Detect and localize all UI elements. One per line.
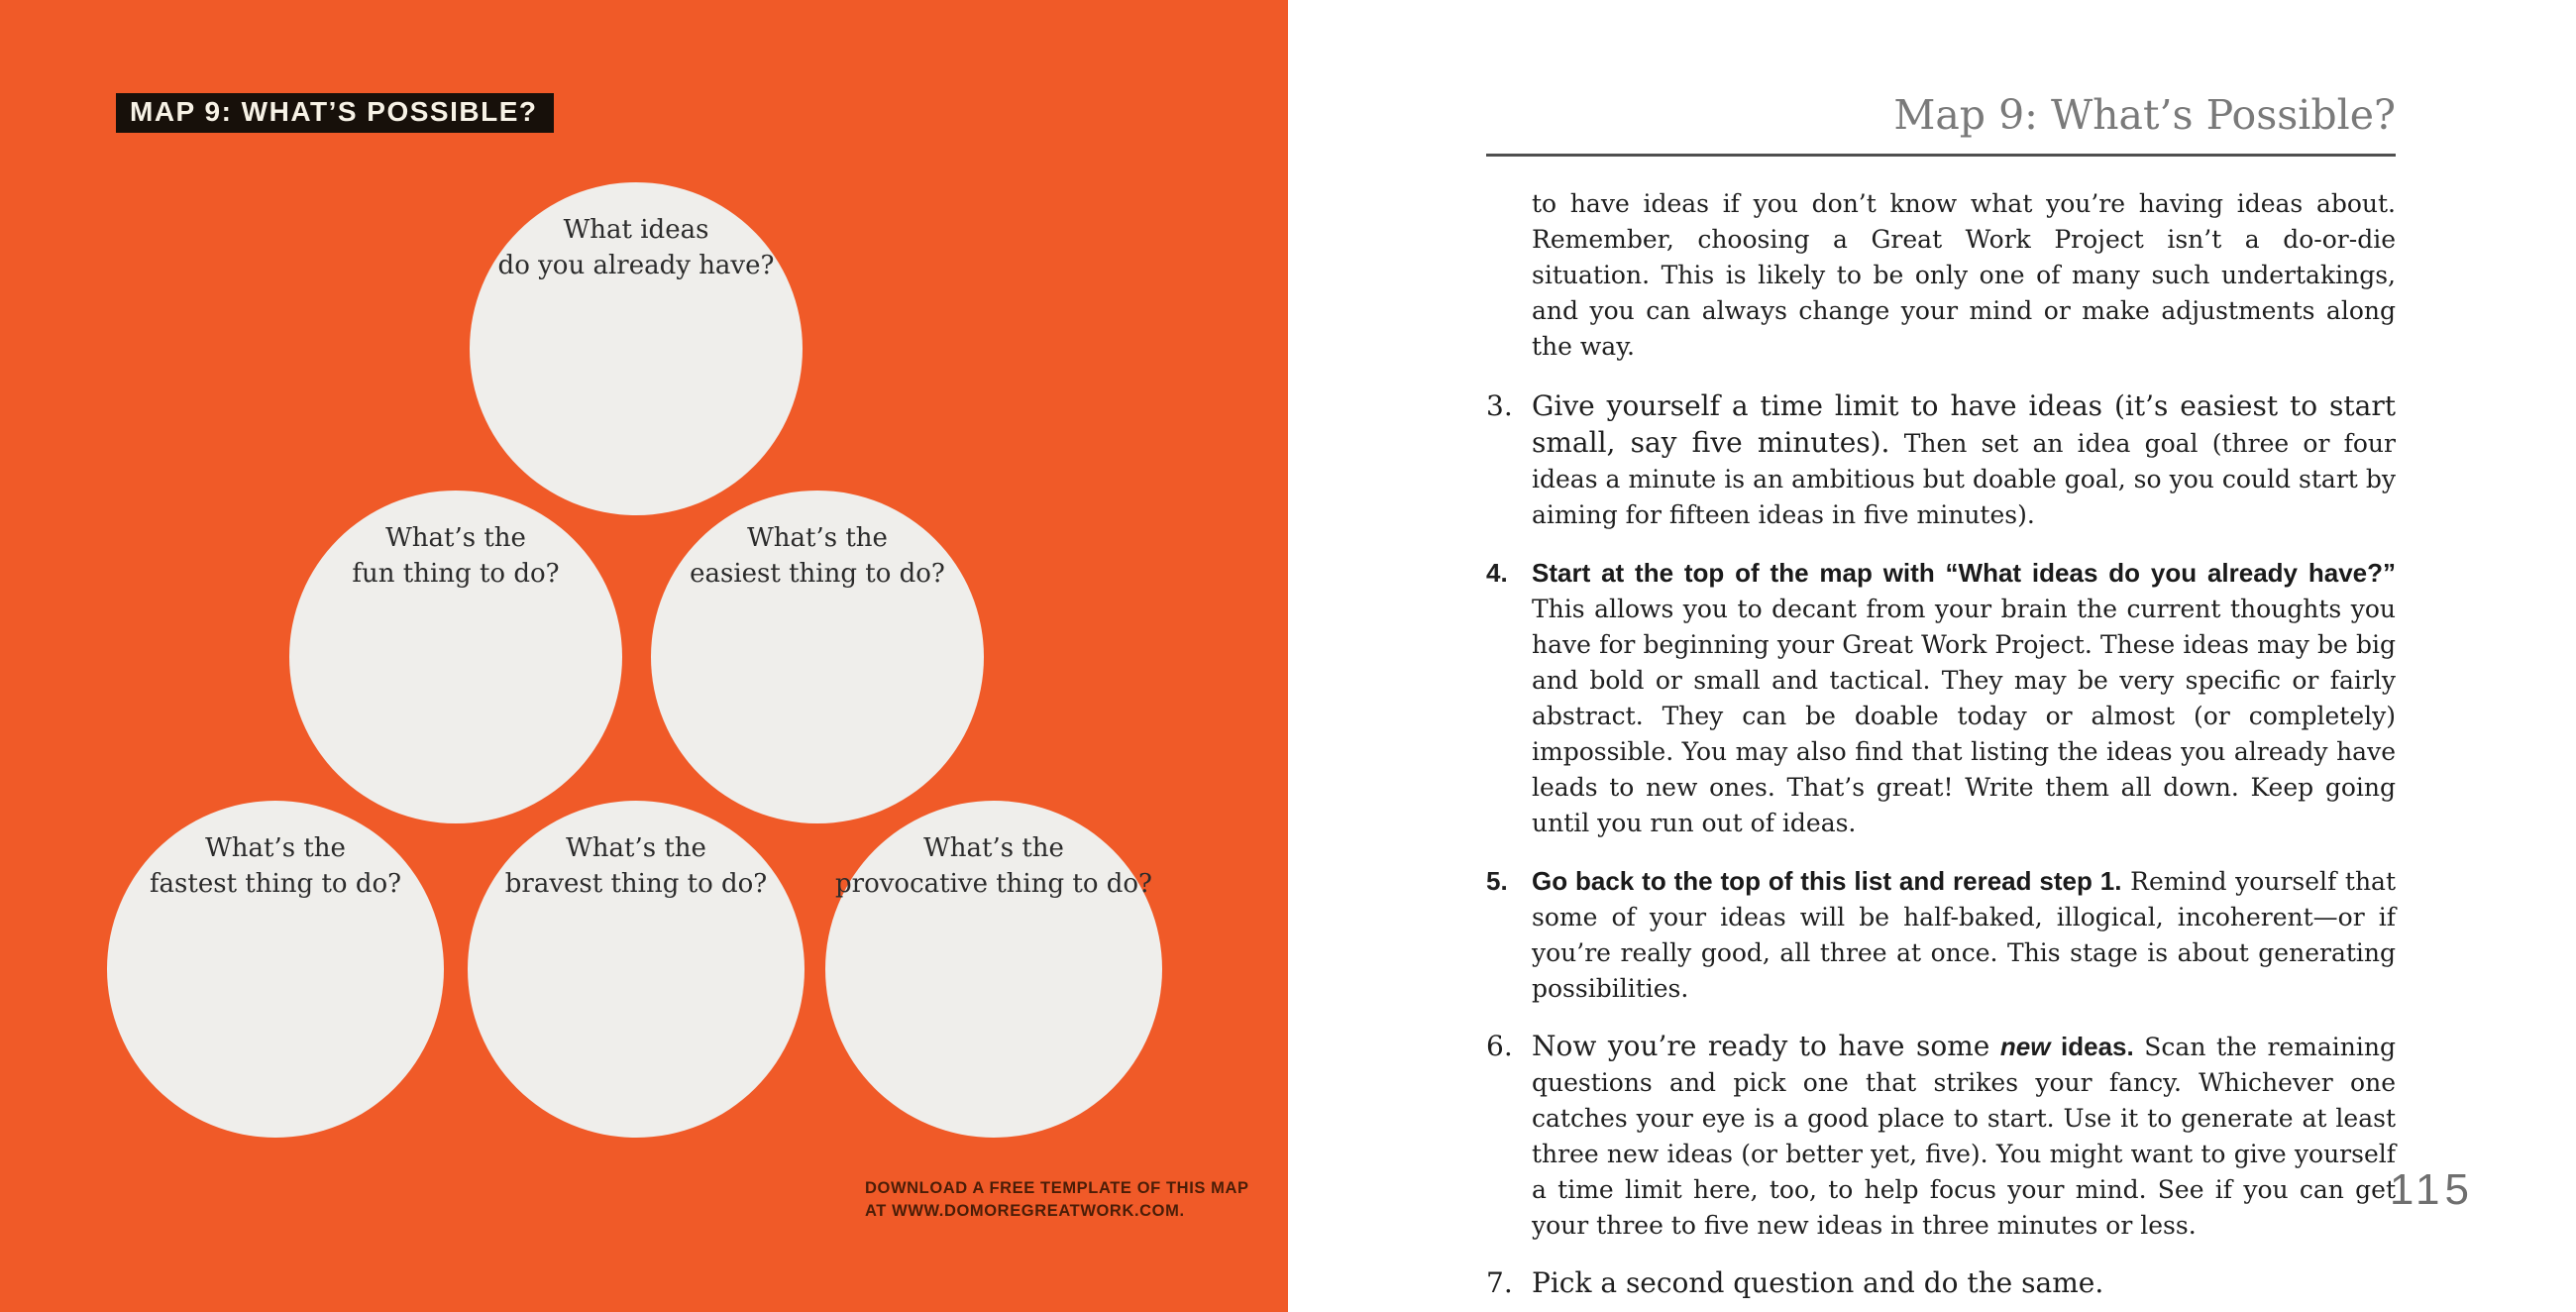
- circle-question: [470, 182, 803, 283]
- chapter-running-head: Map 9: What’s Possible?: [1893, 91, 2396, 139]
- lead-emphasis-bold: ideas.: [2061, 1032, 2134, 1061]
- list-number: 7.: [1486, 1266, 1513, 1299]
- list-item-4: [1486, 555, 2396, 841]
- circle-question-line2: fastest thing to do?: [149, 869, 402, 899]
- list-item-text: [1532, 388, 2396, 533]
- item-body: This allows you to decant from your brain the current thoughts you have for beginning your Great Work Project. These ideas may be big and bold or small and tactical. They may be very specific or fairly abstract. They can be doable today or almost (or completely) impossible. You may also find that listing the ideas you already have leads to new ones. That’s great! Write them all down. Keep going until you run out of ideas.: [1532, 595, 2396, 837]
- download-note-line2: AT WWW.DOMOREGREATWORK.COM.: [865, 1202, 1185, 1220]
- page-number: 115: [2389, 1165, 2474, 1214]
- circle-easiest-thing: [651, 491, 984, 823]
- list-number: 5.: [1486, 866, 1508, 896]
- list-item-text: [1532, 1029, 2396, 1244]
- list-number: 3.: [1486, 389, 1513, 422]
- circle-question-line2: easiest thing to do?: [690, 559, 945, 589]
- circle-what-ideas: [470, 182, 803, 515]
- circle-question-line1: What ideas: [563, 215, 709, 245]
- list-item-7: [1486, 1265, 2396, 1302]
- download-template-note: [865, 1177, 1249, 1223]
- circle-fun-thing: [289, 491, 622, 823]
- list-number: 4.: [1486, 558, 1508, 588]
- circle-question-line1: What’s the: [747, 523, 888, 553]
- circle-question: [825, 801, 1162, 902]
- circle-fastest-thing: [107, 801, 444, 1138]
- header-rule: [1486, 154, 2396, 157]
- item-body: Scan the remaining questions and pick one that strikes your fancy. Whichever one catches your eye is a good place to start. Use it to generate at least three new ideas (or better yet, five). You might want to give yourself a time limit here, too, to help focus your mind. See if you can get your three to five new ideas in three minutes or less.: [1532, 1033, 2396, 1240]
- circle-question: [651, 491, 984, 592]
- circle-question: [107, 801, 444, 902]
- circle-question: [468, 801, 805, 902]
- circle-question: [289, 491, 622, 592]
- item-body: Then set an idea goal (three or four ideas a minute is an ambitious but doable goal, so you could start by aiming for fifteen ideas in five minutes).: [1532, 429, 2396, 529]
- intro-paragraph: to have ideas if you don’t know what you’re having ideas about. Remember, choosing a Great Work Project isn’t a do-or-die situation. This is likely to be only one of many such undertakings, and you can always change your mind or make adjustments along the way.: [1532, 189, 2396, 361]
- circle-bravest-thing: [468, 801, 805, 1138]
- circle-question-line2: do you already have?: [497, 251, 775, 280]
- list-number: 6.: [1486, 1030, 1513, 1062]
- circle-question-line1: What’s the: [923, 833, 1064, 863]
- circle-question-line2: provocative thing to do?: [835, 869, 1152, 899]
- list-item-5: [1486, 863, 2396, 1007]
- body-text-column: [1486, 186, 2396, 1312]
- lead-sentence: Go back to the top of this list and reread step 1.: [1532, 866, 2122, 896]
- lead-sentence: Now you’re ready to have some: [1532, 1030, 1990, 1062]
- lead-emphasis-italic: new: [1999, 1032, 2051, 1061]
- circle-question-line1: What’s the: [566, 833, 706, 863]
- lead-sentence: Pick a second question and do the same.: [1532, 1266, 2104, 1299]
- list-item-text: [1532, 555, 2396, 841]
- list-item-3: [1486, 388, 2396, 533]
- lead-sentence: Give yourself a time limit to have ideas (it’s easiest to start small, say five minutes).: [1532, 389, 2396, 459]
- circle-question-line2: bravest thing to do?: [504, 869, 768, 899]
- circle-question-line1: What’s the: [385, 523, 526, 553]
- lead-sentence: Start at the top of the map with “What ideas do you already have?”: [1532, 558, 2396, 588]
- list-item-text: [1532, 1265, 2396, 1302]
- download-note-line1: DOWNLOAD A FREE TEMPLATE OF THIS MAP: [865, 1179, 1249, 1197]
- circle-question-line1: What’s the: [205, 833, 346, 863]
- circle-question-line2: fun thing to do?: [352, 559, 560, 589]
- list-item-6: [1486, 1029, 2396, 1244]
- list-item-text: [1532, 863, 2396, 1007]
- map-title-banner: MAP 9: WHAT’S POSSIBLE?: [116, 93, 554, 133]
- text-page: [1288, 0, 2576, 1312]
- item-body: Remind yourself that some of your ideas will be half-baked, illogical, incoherent—or if you’re really good, all three at once. This stage is about generating possibilities.: [1532, 867, 2397, 1003]
- circle-provocative-thing: [825, 801, 1162, 1138]
